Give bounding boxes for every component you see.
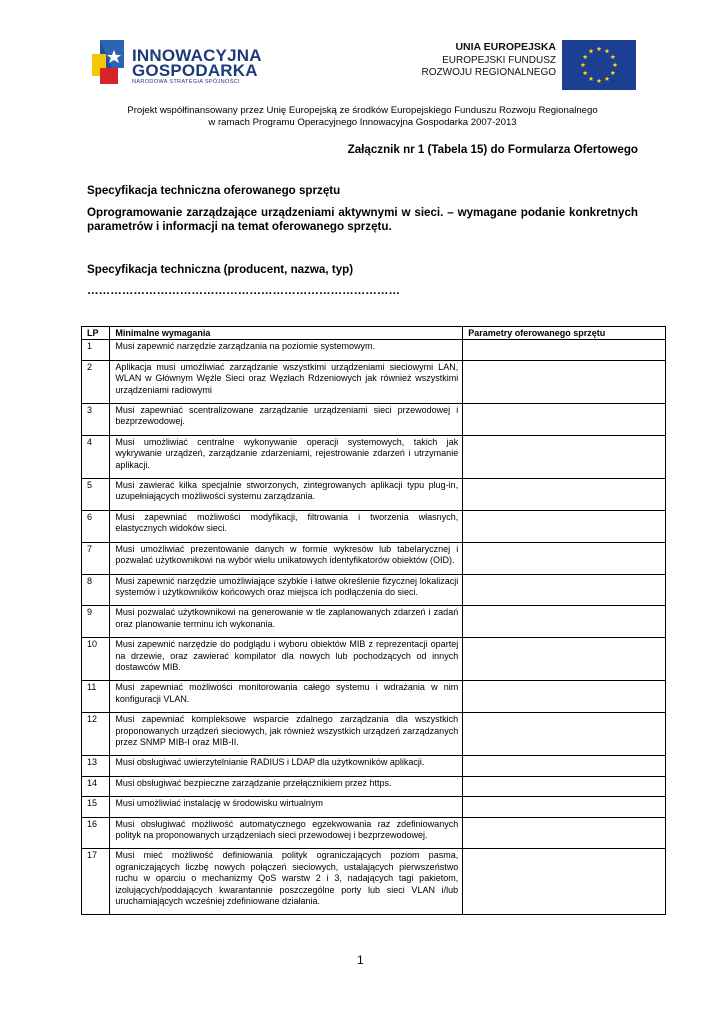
row-requirement: Musi mieć możliwość definiowania polityk ograniczających poziom pasma, ograniczających liczbę nowych połączeń sieciowych, ustalających pierwszeństwo ruchu w oparciu o mechanizmy QoS warstw 2 i 3, nadających tagi pakietom, izolujących/poddających kwarantannie poszczególne porty lub sieci VLAN i/lub uruchamiających wcześniej zdefiniowane działania. <box>110 849 463 915</box>
spec-table <box>81 326 666 915</box>
table-row <box>82 797 666 817</box>
table-row <box>82 776 666 796</box>
eu-logo-line1: UNIA EUROPEJSKA <box>455 41 556 53</box>
row-parameter-cell[interactable] <box>463 817 666 849</box>
row-lp: 1 <box>82 340 110 360</box>
row-parameter-cell[interactable] <box>463 340 666 360</box>
row-parameter-cell[interactable] <box>463 713 666 756</box>
row-parameter-cell[interactable] <box>463 638 666 681</box>
table-row <box>82 510 666 542</box>
table-row <box>82 479 666 511</box>
row-parameter-cell[interactable] <box>463 797 666 817</box>
row-requirement: Musi umożliwiać prezentowanie danych w formie wykresów lub tabelarycznej i pozwalać użytkownikowi na wybór wielu unikatowych identyfikatorów obiektów (OID). <box>110 542 463 574</box>
row-requirement: Musi zapewnić narzędzie umożliwiające szybkie i łatwe określenie fizycznej lokalizacji systemów i użytkowników końcowych oraz miejsca ich podłączenia do sieci. <box>110 574 463 606</box>
row-requirement: Musi zapewniać kompleksowe wsparcie zdalnego zarządzania dla wszystkich proponowanych urządzeń sieciowych, jak również wszystkich urządzeń zarządzanych przez SNMP MIB-I oraz MIB-II. <box>110 713 463 756</box>
row-lp: 15 <box>82 797 110 817</box>
row-parameter-cell[interactable] <box>463 404 666 436</box>
row-requirement: Musi obsługiwać uwierzytelnianie RADIUS i LDAP dla użytkowników aplikacji. <box>110 756 463 776</box>
cofunding-line-2: w ramach Programu Operacyjnego Innowacyjna Gospodarka 2007-2013 <box>208 117 517 128</box>
row-parameter-cell[interactable] <box>463 360 666 403</box>
row-parameter-cell[interactable] <box>463 479 666 511</box>
row-requirement: Musi zapewniać możliwości modyfikacji, filtrowania i tworzenia własnych, elastycznych widoków sieci. <box>110 510 463 542</box>
page-number: 1 <box>357 953 364 967</box>
row-requirement: Musi zapewnić narzędzie zarządzania na poziomie systemowym. <box>110 340 463 360</box>
header-lp: LP <box>82 327 110 340</box>
table-header-row <box>82 327 666 340</box>
row-requirement: Musi zapewniać możliwości monitorowania całego systemu i wdrażania w nim konfiguracji VLAN. <box>110 681 463 713</box>
row-requirement: Musi obsługiwać bezpieczne zarządzanie przełącznikiem przez https. <box>110 776 463 796</box>
ig-logo-line2: GOSPODARKA <box>132 61 258 80</box>
row-lp: 13 <box>82 756 110 776</box>
row-parameter-cell[interactable] <box>463 574 666 606</box>
row-lp: 17 <box>82 849 110 915</box>
eu-logo-line2: EUROPEJSKI FUNDUSZ <box>442 55 556 66</box>
row-lp: 2 <box>82 360 110 403</box>
row-lp: 8 <box>82 574 110 606</box>
row-parameter-cell[interactable] <box>463 776 666 796</box>
header-parameters: Parametry oferowanego sprzętu <box>463 327 666 340</box>
row-lp: 11 <box>82 681 110 713</box>
row-lp: 10 <box>82 638 110 681</box>
table-row <box>82 713 666 756</box>
row-lp: 14 <box>82 776 110 796</box>
table-row <box>82 435 666 478</box>
row-lp: 4 <box>82 435 110 478</box>
row-requirement: Musi zapewniać scentralizowane zarządzanie urządzeniami sieci przewodowej i bezprzewodowej. <box>110 404 463 436</box>
table-row <box>82 542 666 574</box>
eu-flag-icon <box>562 40 636 90</box>
table-row <box>82 340 666 360</box>
row-parameter-cell[interactable] <box>463 756 666 776</box>
row-parameter-cell[interactable] <box>463 849 666 915</box>
row-parameter-cell[interactable] <box>463 435 666 478</box>
tech-spec-label: Specyfikacja techniczna (producent, nazwa, typ) <box>87 263 354 276</box>
table-row <box>82 849 666 915</box>
row-parameter-cell[interactable] <box>463 606 666 638</box>
row-lp: 6 <box>82 510 110 542</box>
row-lp: 12 <box>82 713 110 756</box>
eu-logo <box>420 40 636 90</box>
table-row <box>82 681 666 713</box>
table-row <box>82 756 666 776</box>
table-row <box>82 817 666 849</box>
row-requirement: Musi obsługiwać możliwość automatycznego egzekwowania raz zdefiniowanych polityk na proponowanych urządzeniach sieci przewodowej i bezprzewodowej. <box>110 817 463 849</box>
row-parameter-cell[interactable] <box>463 681 666 713</box>
table-row <box>82 638 666 681</box>
ig-logo-subtitle: NARODOWA STRATEGIA SPÓJNOŚCI <box>132 79 240 85</box>
ig-flag-icon <box>90 38 126 86</box>
innowacyjna-gospodarka-logo <box>90 38 260 90</box>
ig-logo-line1: INNOWACYJNA <box>132 46 262 65</box>
row-requirement: Musi zapewnić narzędzie do podglądu i wyboru obiektów MIB z reprezentacji opartej na drzewie, oraz zawierać kompilator dla nowych lub pochodzących od innych dostawców MIB. <box>110 638 463 681</box>
row-lp: 7 <box>82 542 110 574</box>
row-lp: 16 <box>82 817 110 849</box>
row-lp: 5 <box>82 479 110 511</box>
cofunding-line-1: Projekt współfinansowany przez Unię Europejską ze środków Europejskiego Funduszu Rozwoju Regionalnego <box>127 105 598 116</box>
row-requirement: Musi umożliwiać instalację w środowisku wirtualnym <box>110 797 463 817</box>
row-requirement: Musi pozwalać użytkownikowi na generowanie w tle zaplanowanych zdarzeń i zadań oraz planowanie terminu ich wykonania. <box>110 606 463 638</box>
table-row <box>82 360 666 403</box>
row-lp: 9 <box>82 606 110 638</box>
eu-logo-line3: ROZWOJU REGIONALNEGO <box>421 67 556 78</box>
row-requirement: Musi zawierać kilka specjalnie stworzonych, zintegrowanych aplikacji typu plug-in, uzupełniających możliwości systemu zarządzania. <box>110 479 463 511</box>
table-row <box>82 606 666 638</box>
table-body <box>82 340 666 915</box>
software-heading: Oprogramowanie zarządzające urządzeniami aktywnymi w sieci. – wymagane podanie konkretnych parametrów i informacji na temat oferowanego sprzętu. <box>87 206 638 233</box>
header-requirements: Minimalne wymagania <box>110 327 463 340</box>
tech-spec-fill-line: ……………………………………………………………………… <box>87 284 401 297</box>
table-row <box>82 404 666 436</box>
spec-heading: Specyfikacja techniczna oferowanego sprzętu <box>87 184 341 197</box>
row-parameter-cell[interactable] <box>463 510 666 542</box>
row-requirement: Aplikacja musi umożliwiać zarządzanie wszystkimi urządzeniami sieciowymi LAN, WLAN w Głównym Węźle Sieci oraz Węzłach Rdzeniowych jak również wszystkimi urządzeniami radiowymi <box>110 360 463 403</box>
table-row <box>82 574 666 606</box>
row-lp: 3 <box>82 404 110 436</box>
attachment-title: Załącznik nr 1 (Tabela 15) do Formularza Ofertowego <box>347 143 638 156</box>
row-requirement: Musi umożliwiać centralne wykonywanie operacji systemowych, takich jak wykrywanie urządzeń, zarządzanie zdarzeniami, rejestrowanie zdarzeń i utrzymanie aplikacji. <box>110 435 463 478</box>
row-parameter-cell[interactable] <box>463 542 666 574</box>
